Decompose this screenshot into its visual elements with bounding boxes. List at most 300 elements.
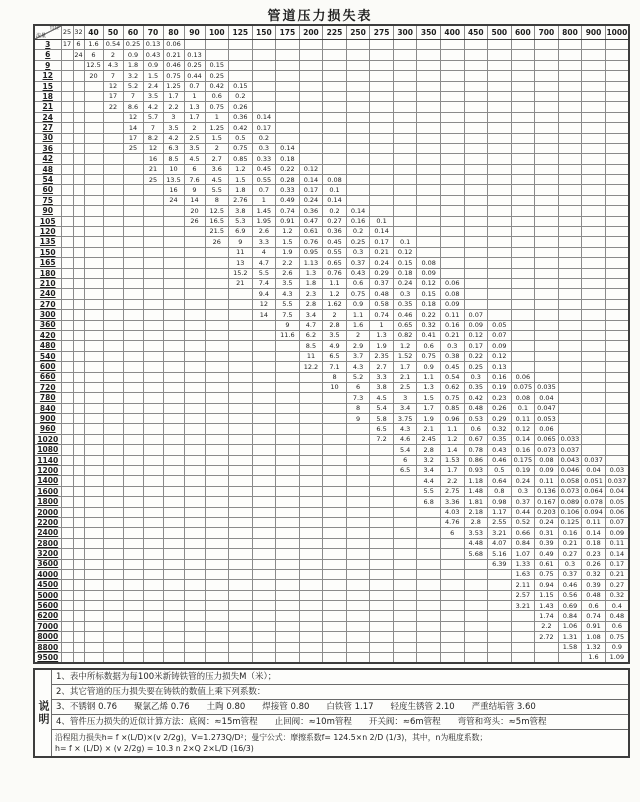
empty-cell	[511, 164, 535, 174]
empty-cell	[558, 341, 582, 351]
flow-label: 2800	[34, 538, 61, 548]
loss-value-cell: 0.12	[299, 164, 323, 174]
loss-value-cell: 1.3	[370, 330, 394, 340]
empty-cell	[370, 569, 394, 579]
loss-value-cell: 0.136	[535, 486, 559, 496]
empty-cell	[605, 247, 629, 257]
loss-value-cell: 2.72	[535, 632, 559, 642]
loss-value-cell: 0.089	[558, 497, 582, 507]
empty-cell	[276, 414, 300, 424]
empty-cell	[323, 414, 347, 424]
empty-cell	[535, 362, 559, 372]
loss-value-cell: 7	[103, 71, 123, 81]
empty-cell	[417, 91, 441, 101]
empty-cell	[143, 611, 163, 621]
empty-cell	[511, 258, 535, 268]
loss-value-cell: 0.84	[558, 611, 582, 621]
empty-cell	[440, 642, 464, 652]
empty-cell	[299, 621, 323, 631]
empty-cell	[605, 299, 629, 309]
empty-cell	[323, 50, 347, 60]
empty-cell	[184, 278, 205, 288]
column-header-600: 600	[511, 25, 535, 40]
empty-cell	[440, 154, 464, 164]
empty-cell	[205, 403, 229, 413]
empty-cell	[299, 601, 323, 611]
empty-cell	[73, 476, 84, 486]
loss-value-cell: 0.094	[582, 507, 606, 517]
loss-value-cell: 3.5	[323, 330, 347, 340]
loss-value-cell: 4.2	[143, 102, 163, 112]
empty-cell	[370, 590, 394, 600]
empty-cell	[84, 653, 103, 664]
empty-cell	[205, 289, 229, 299]
empty-cell	[605, 310, 629, 320]
empty-cell	[143, 434, 163, 444]
flow-row-2800	[34, 538, 629, 548]
empty-cell	[299, 611, 323, 621]
formula-block	[52, 730, 628, 756]
empty-cell	[73, 611, 84, 621]
flow-label: 24	[34, 112, 61, 122]
loss-value-cell: 4.07	[488, 538, 512, 548]
empty-cell	[252, 40, 276, 50]
empty-cell	[163, 580, 184, 590]
empty-cell	[535, 60, 559, 70]
loss-value-cell: 0.25	[184, 60, 205, 70]
empty-cell	[488, 278, 512, 288]
empty-cell	[558, 393, 582, 403]
loss-value-cell: 16	[163, 185, 184, 195]
empty-cell	[143, 299, 163, 309]
empty-cell	[84, 611, 103, 621]
empty-cell	[535, 133, 559, 143]
empty-cell	[123, 653, 143, 664]
loss-value-cell: 0.75	[440, 393, 464, 403]
loss-value-cell: 3.5	[163, 123, 184, 133]
empty-cell	[299, 445, 323, 455]
column-header-225: 225	[323, 25, 347, 40]
loss-value-cell: 0.8	[488, 486, 512, 496]
empty-cell	[229, 434, 253, 444]
empty-cell	[163, 455, 184, 465]
empty-cell	[605, 351, 629, 361]
loss-value-cell: 0.32	[582, 569, 606, 579]
empty-cell	[299, 382, 323, 392]
loss-value-cell: 0.26	[488, 403, 512, 413]
empty-cell	[205, 559, 229, 569]
empty-cell	[323, 653, 347, 664]
loss-value-cell: 1	[184, 91, 205, 101]
empty-cell	[229, 414, 253, 424]
empty-cell	[440, 71, 464, 81]
empty-cell	[558, 289, 582, 299]
loss-value-cell: 0.046	[558, 466, 582, 476]
empty-cell	[103, 362, 123, 372]
empty-cell	[123, 497, 143, 507]
empty-cell	[582, 310, 606, 320]
empty-cell	[229, 611, 253, 621]
empty-cell	[323, 403, 347, 413]
empty-cell	[61, 102, 73, 112]
empty-cell	[488, 133, 512, 143]
loss-value-cell: 1.32	[582, 642, 606, 652]
empty-cell	[440, 247, 464, 257]
empty-cell	[558, 372, 582, 382]
empty-cell	[417, 216, 441, 226]
empty-cell	[605, 455, 629, 465]
empty-cell	[582, 278, 606, 288]
empty-cell	[488, 154, 512, 164]
empty-cell	[511, 185, 535, 195]
empty-cell	[163, 382, 184, 392]
empty-cell	[440, 601, 464, 611]
empty-cell	[205, 341, 229, 351]
empty-cell	[143, 414, 163, 424]
empty-cell	[299, 528, 323, 538]
empty-cell	[346, 538, 370, 548]
empty-cell	[605, 445, 629, 455]
flow-row-480	[34, 341, 629, 351]
empty-cell	[229, 341, 253, 351]
empty-cell	[464, 580, 488, 590]
empty-cell	[346, 112, 370, 122]
loss-value-cell: 1.3	[417, 382, 441, 392]
loss-value-cell: 6.5	[323, 351, 347, 361]
loss-value-cell: 1.53	[440, 455, 464, 465]
flow-row-180	[34, 268, 629, 278]
loss-value-cell: 26	[205, 237, 229, 247]
loss-value-cell: 0.9	[417, 362, 441, 372]
empty-cell	[123, 237, 143, 247]
loss-value-cell: 0.61	[535, 559, 559, 569]
empty-cell	[488, 60, 512, 70]
flow-row-54	[34, 175, 629, 185]
empty-cell	[61, 393, 73, 403]
loss-value-cell: 0.04	[605, 486, 629, 496]
empty-cell	[123, 455, 143, 465]
empty-cell	[276, 476, 300, 486]
empty-cell	[488, 40, 512, 50]
loss-value-cell: 9	[184, 185, 205, 195]
empty-cell	[299, 60, 323, 70]
loss-value-cell: 1.2	[323, 289, 347, 299]
empty-cell	[103, 549, 123, 559]
empty-cell	[103, 642, 123, 652]
flow-row-270	[34, 299, 629, 309]
loss-value-cell: 7.4	[252, 278, 276, 288]
empty-cell	[276, 632, 300, 642]
empty-cell	[143, 528, 163, 538]
empty-cell	[535, 175, 559, 185]
empty-cell	[163, 268, 184, 278]
empty-cell	[73, 507, 84, 517]
empty-cell	[346, 528, 370, 538]
empty-cell	[103, 559, 123, 569]
loss-value-cell: 0.24	[370, 258, 394, 268]
empty-cell	[323, 549, 347, 559]
loss-value-cell: 0.16	[440, 320, 464, 330]
empty-cell	[103, 227, 123, 237]
empty-cell	[276, 133, 300, 143]
empty-cell	[535, 102, 559, 112]
loss-value-cell: 0.29	[370, 268, 394, 278]
flow-label: 480	[34, 341, 61, 351]
loss-value-cell: 1.6	[346, 320, 370, 330]
empty-cell	[558, 164, 582, 174]
empty-cell	[393, 621, 417, 631]
empty-cell	[123, 445, 143, 455]
empty-cell	[184, 455, 205, 465]
empty-cell	[582, 414, 606, 424]
flow-row-420	[34, 330, 629, 340]
empty-cell	[582, 50, 606, 60]
empty-cell	[535, 112, 559, 122]
empty-cell	[323, 528, 347, 538]
loss-value-cell: 0.26	[582, 559, 606, 569]
loss-value-cell: 4.7	[299, 320, 323, 330]
loss-value-cell: 0.06	[440, 278, 464, 288]
empty-cell	[582, 154, 606, 164]
loss-value-cell: 1.06	[558, 621, 582, 631]
loss-value-cell: 0.08	[417, 258, 441, 268]
flow-row-5600	[34, 601, 629, 611]
empty-cell	[488, 268, 512, 278]
empty-cell	[605, 393, 629, 403]
empty-cell	[103, 351, 123, 361]
empty-cell	[103, 403, 123, 413]
loss-value-cell: 0.43	[346, 268, 370, 278]
empty-cell	[535, 195, 559, 205]
empty-cell	[252, 538, 276, 548]
empty-cell	[61, 330, 73, 340]
empty-cell	[558, 320, 582, 330]
empty-cell	[73, 102, 84, 112]
empty-cell	[123, 507, 143, 517]
empty-cell	[61, 382, 73, 392]
empty-cell	[535, 216, 559, 226]
empty-cell	[84, 268, 103, 278]
empty-cell	[417, 507, 441, 517]
empty-cell	[61, 362, 73, 372]
empty-cell	[323, 601, 347, 611]
loss-value-cell: 1.15	[535, 590, 559, 600]
loss-value-cell: 8	[205, 195, 229, 205]
loss-value-cell: 0.61	[299, 227, 323, 237]
empty-cell	[123, 538, 143, 548]
empty-cell	[73, 268, 84, 278]
empty-cell	[393, 611, 417, 621]
empty-cell	[61, 642, 73, 652]
empty-cell	[464, 123, 488, 133]
empty-cell	[205, 632, 229, 642]
loss-value-cell: 3.5	[143, 91, 163, 101]
loss-value-cell: 9	[276, 320, 300, 330]
empty-cell	[84, 414, 103, 424]
empty-cell	[61, 434, 73, 444]
loss-value-cell: 0.45	[440, 362, 464, 372]
empty-cell	[393, 81, 417, 91]
empty-cell	[84, 237, 103, 247]
flow-row-600	[34, 362, 629, 372]
empty-cell	[73, 393, 84, 403]
loss-value-cell: 3.2	[123, 71, 143, 81]
empty-cell	[417, 185, 441, 195]
empty-cell	[393, 154, 417, 164]
empty-cell	[103, 341, 123, 351]
loss-value-cell: 1.8	[229, 185, 253, 195]
loss-value-cell: 4.5	[205, 175, 229, 185]
empty-cell	[370, 50, 394, 60]
empty-cell	[488, 247, 512, 257]
empty-cell	[84, 112, 103, 122]
flow-row-780	[34, 393, 629, 403]
loss-value-cell: 5.2	[123, 81, 143, 91]
empty-cell	[393, 71, 417, 81]
empty-cell	[252, 642, 276, 652]
empty-cell	[582, 351, 606, 361]
flow-label: 780	[34, 393, 61, 403]
loss-value-cell: 0.74	[582, 611, 606, 621]
empty-cell	[464, 164, 488, 174]
empty-cell	[123, 382, 143, 392]
empty-cell	[61, 299, 73, 309]
loss-value-cell: 21	[229, 278, 253, 288]
empty-cell	[143, 559, 163, 569]
empty-cell	[323, 112, 347, 122]
flow-label: 420	[34, 330, 61, 340]
empty-cell	[464, 611, 488, 621]
empty-cell	[582, 403, 606, 413]
empty-cell	[370, 445, 394, 455]
loss-value-cell: 3.36	[440, 497, 464, 507]
empty-cell	[73, 320, 84, 330]
empty-cell	[393, 123, 417, 133]
empty-cell	[143, 278, 163, 288]
loss-value-cell: 0.14	[299, 175, 323, 185]
empty-cell	[393, 507, 417, 517]
empty-cell	[229, 601, 253, 611]
empty-cell	[205, 40, 229, 50]
loss-value-cell: 12	[123, 112, 143, 122]
empty-cell	[123, 320, 143, 330]
empty-cell	[73, 133, 84, 143]
empty-cell	[229, 538, 253, 548]
empty-cell	[440, 580, 464, 590]
empty-cell	[84, 517, 103, 527]
empty-cell	[73, 351, 84, 361]
empty-cell	[252, 569, 276, 579]
loss-value-cell: 2.3	[299, 289, 323, 299]
loss-value-cell: 1.6	[582, 653, 606, 664]
empty-cell	[229, 580, 253, 590]
loss-value-cell: 0.42	[205, 81, 229, 91]
loss-value-cell: 2.55	[488, 517, 512, 527]
formula-line-1: 沿程阻力损失h= f ×(L/D)×(v 2/2g)，V=1.273Q/D²；曼宁公式：摩擦系数f= 124.5×n 2/D (1/3)，其中，n为粗度系数；	[55, 733, 488, 742]
empty-cell	[276, 611, 300, 621]
empty-cell	[393, 549, 417, 559]
empty-cell	[511, 133, 535, 143]
flow-label: 27	[34, 123, 61, 133]
loss-value-cell: 0.75	[535, 569, 559, 579]
empty-cell	[252, 486, 276, 496]
empty-cell	[605, 362, 629, 372]
loss-value-cell: 3.2	[417, 455, 441, 465]
empty-cell	[163, 320, 184, 330]
loss-value-cell: 0.14	[605, 549, 629, 559]
empty-cell	[123, 206, 143, 216]
empty-cell	[103, 569, 123, 579]
loss-value-cell: 0.14	[582, 528, 606, 538]
loss-value-cell: 2.9	[346, 341, 370, 351]
flow-label: 2400	[34, 528, 61, 538]
empty-cell	[205, 528, 229, 538]
empty-cell	[61, 517, 73, 527]
empty-cell	[323, 507, 347, 517]
empty-cell	[511, 237, 535, 247]
empty-cell	[511, 642, 535, 652]
empty-cell	[488, 653, 512, 664]
empty-cell	[558, 102, 582, 112]
loss-value-cell: 4.3	[346, 362, 370, 372]
corner-diameter-label: 管径	[49, 25, 60, 31]
loss-value-cell: 0.75	[417, 351, 441, 361]
loss-value-cell: 2.2	[163, 102, 184, 112]
empty-cell	[417, 632, 441, 642]
loss-value-cell: 0.106	[558, 507, 582, 517]
loss-value-cell: 8	[346, 403, 370, 413]
empty-cell	[393, 559, 417, 569]
loss-value-cell: 0.075	[511, 382, 535, 392]
empty-cell	[123, 590, 143, 600]
flow-row-8000	[34, 632, 629, 642]
empty-cell	[73, 330, 84, 340]
empty-cell	[252, 445, 276, 455]
flow-row-42	[34, 154, 629, 164]
loss-value-cell: 0.37	[511, 497, 535, 507]
loss-value-cell: 3.4	[393, 403, 417, 413]
empty-cell	[163, 362, 184, 372]
empty-cell	[163, 310, 184, 320]
loss-value-cell: 1.7	[393, 362, 417, 372]
empty-cell	[558, 653, 582, 664]
empty-cell	[252, 403, 276, 413]
loss-value-cell: 1.63	[511, 569, 535, 579]
loss-value-cell: 0.42	[229, 123, 253, 133]
empty-cell	[417, 133, 441, 143]
empty-cell	[163, 414, 184, 424]
empty-cell	[73, 549, 84, 559]
empty-cell	[163, 497, 184, 507]
loss-value-cell: 0.3	[464, 372, 488, 382]
empty-cell	[582, 91, 606, 101]
empty-cell	[276, 653, 300, 664]
empty-cell	[393, 569, 417, 579]
empty-cell	[84, 642, 103, 652]
empty-cell	[84, 123, 103, 133]
empty-cell	[582, 123, 606, 133]
corner-cell	[34, 25, 61, 40]
empty-cell	[417, 611, 441, 621]
empty-cell	[464, 247, 488, 257]
loss-value-cell: 0.27	[605, 580, 629, 590]
loss-value-cell: 0.44	[511, 507, 535, 517]
empty-cell	[558, 81, 582, 91]
empty-cell	[229, 569, 253, 579]
loss-value-cell: 0.78	[464, 445, 488, 455]
loss-value-cell: 0.14	[370, 227, 394, 237]
empty-cell	[558, 237, 582, 247]
